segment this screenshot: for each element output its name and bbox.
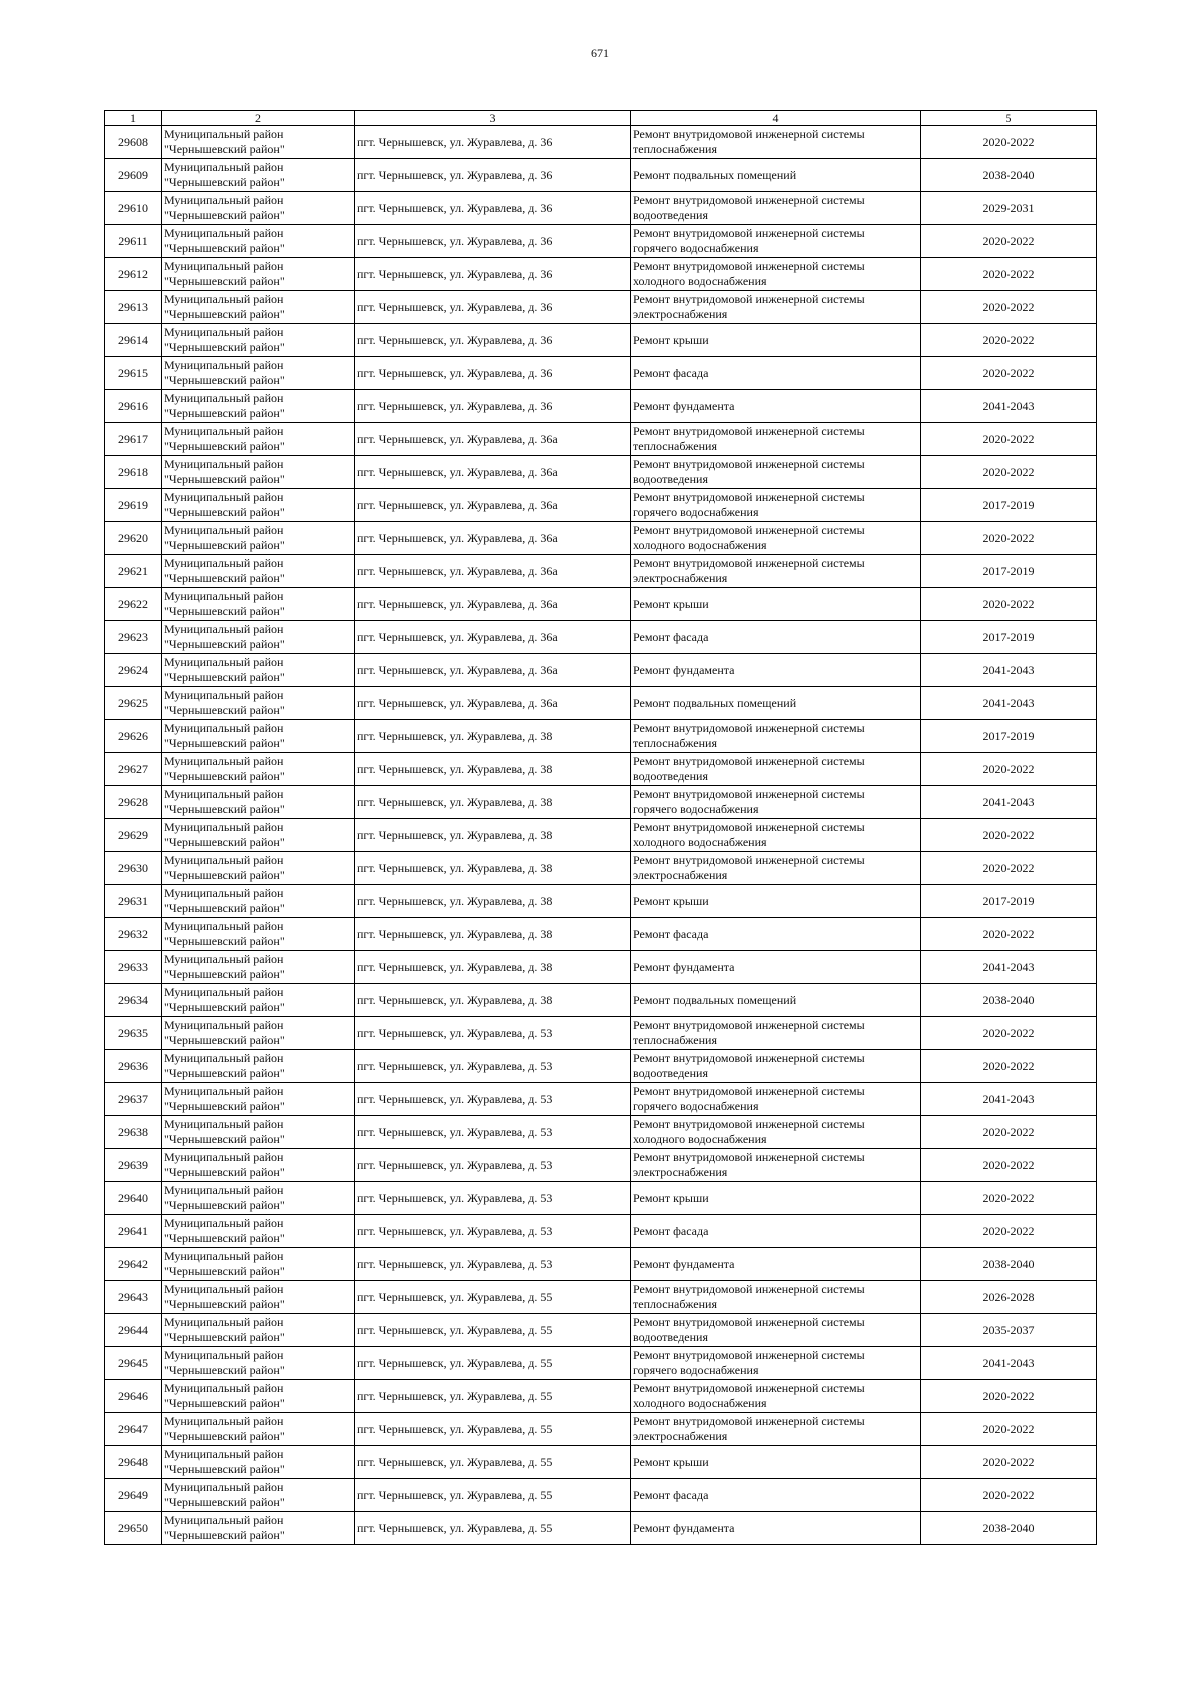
cell-work-type: Ремонт фасада bbox=[631, 621, 921, 654]
table-row bbox=[105, 918, 1097, 951]
cell-number: 29642 bbox=[105, 1248, 162, 1281]
cell-municipality: Муниципальный район "Чернышевский район" bbox=[162, 1281, 355, 1314]
cell-address: пгт. Чернышевск, ул. Журавлева, д. 55 bbox=[355, 1479, 631, 1512]
cell-work-type: Ремонт фундамента bbox=[631, 390, 921, 423]
cell-address: пгт. Чернышевск, ул. Журавлева, д. 55 bbox=[355, 1413, 631, 1446]
cell-number: 29634 bbox=[105, 984, 162, 1017]
cell-municipality: Муниципальный район "Чернышевский район" bbox=[162, 753, 355, 786]
table-row bbox=[105, 555, 1097, 588]
cell-municipality: Муниципальный район "Чернышевский район" bbox=[162, 1248, 355, 1281]
table-row bbox=[105, 1050, 1097, 1083]
cell-period: 2035-2037 bbox=[921, 1314, 1097, 1347]
cell-period: 2020-2022 bbox=[921, 1413, 1097, 1446]
cell-number: 29614 bbox=[105, 324, 162, 357]
cell-period: 2041-2043 bbox=[921, 654, 1097, 687]
cell-work-type: Ремонт подвальных помещений bbox=[631, 687, 921, 720]
cell-address: пгт. Чернышевск, ул. Журавлева, д. 36а bbox=[355, 687, 631, 720]
cell-number: 29613 bbox=[105, 291, 162, 324]
cell-municipality: Муниципальный район "Чернышевский район" bbox=[162, 357, 355, 390]
cell-municipality: Муниципальный район "Чернышевский район" bbox=[162, 1446, 355, 1479]
table-body bbox=[105, 126, 1097, 1545]
cell-work-type: Ремонт внутридомовой инженерной системы водоотведения bbox=[631, 456, 921, 489]
cell-number: 29622 bbox=[105, 588, 162, 621]
table-row bbox=[105, 1116, 1097, 1149]
cell-period: 2017-2019 bbox=[921, 885, 1097, 918]
cell-work-type: Ремонт внутридомовой инженерной системы горячего водоснабжения bbox=[631, 225, 921, 258]
table-row bbox=[105, 192, 1097, 225]
cell-number: 29627 bbox=[105, 753, 162, 786]
cell-address: пгт. Чернышевск, ул. Журавлева, д. 38 bbox=[355, 819, 631, 852]
cell-number: 29620 bbox=[105, 522, 162, 555]
cell-number: 29625 bbox=[105, 687, 162, 720]
cell-period: 2020-2022 bbox=[921, 423, 1097, 456]
cell-address: пгт. Чернышевск, ул. Журавлева, д. 55 bbox=[355, 1380, 631, 1413]
cell-municipality: Муниципальный район "Чернышевский район" bbox=[162, 621, 355, 654]
cell-period: 2020-2022 bbox=[921, 1149, 1097, 1182]
cell-period: 2029-2031 bbox=[921, 192, 1097, 225]
table-header bbox=[105, 111, 1097, 126]
cell-number: 29621 bbox=[105, 555, 162, 588]
table-row bbox=[105, 1380, 1097, 1413]
cell-period: 2020-2022 bbox=[921, 1479, 1097, 1512]
cell-work-type: Ремонт подвальных помещений bbox=[631, 984, 921, 1017]
cell-period: 2020-2022 bbox=[921, 357, 1097, 390]
cell-number: 29630 bbox=[105, 852, 162, 885]
cell-address: пгт. Чернышевск, ул. Журавлева, д. 53 bbox=[355, 1248, 631, 1281]
cell-address: пгт. Чернышевск, ул. Журавлева, д. 36 bbox=[355, 126, 631, 159]
table-row bbox=[105, 522, 1097, 555]
page-number: 671 bbox=[591, 46, 609, 60]
cell-number: 29635 bbox=[105, 1017, 162, 1050]
table-row bbox=[105, 1446, 1097, 1479]
cell-work-type: Ремонт внутридомовой инженерной системы горячего водоснабжения bbox=[631, 489, 921, 522]
cell-period: 2020-2022 bbox=[921, 225, 1097, 258]
cell-work-type: Ремонт внутридомовой инженерной системы электроснабжения bbox=[631, 291, 921, 324]
cell-period: 2041-2043 bbox=[921, 390, 1097, 423]
cell-number: 29608 bbox=[105, 126, 162, 159]
cell-address: пгт. Чернышевск, ул. Журавлева, д. 36а bbox=[355, 588, 631, 621]
cell-address: пгт. Чернышевск, ул. Журавлева, д. 55 bbox=[355, 1347, 631, 1380]
cell-municipality: Муниципальный район "Чернышевский район" bbox=[162, 324, 355, 357]
cell-number: 29647 bbox=[105, 1413, 162, 1446]
cell-municipality: Муниципальный район "Чернышевский район" bbox=[162, 918, 355, 951]
cell-number: 29648 bbox=[105, 1446, 162, 1479]
cell-work-type: Ремонт внутридомовой инженерной системы водоотведения bbox=[631, 1314, 921, 1347]
cell-number: 29646 bbox=[105, 1380, 162, 1413]
cell-number: 29623 bbox=[105, 621, 162, 654]
table-row bbox=[105, 720, 1097, 753]
cell-address: пгт. Чернышевск, ул. Журавлева, д. 36 bbox=[355, 390, 631, 423]
cell-address: пгт. Чернышевск, ул. Журавлева, д. 53 bbox=[355, 1083, 631, 1116]
cell-work-type: Ремонт внутридомовой инженерной системы холодного водоснабжения bbox=[631, 819, 921, 852]
table-row bbox=[105, 852, 1097, 885]
cell-work-type: Ремонт крыши bbox=[631, 1446, 921, 1479]
cell-number: 29618 bbox=[105, 456, 162, 489]
table-row bbox=[105, 324, 1097, 357]
cell-period: 2020-2022 bbox=[921, 1380, 1097, 1413]
cell-period: 2020-2022 bbox=[921, 126, 1097, 159]
cell-municipality: Муниципальный район "Чернышевский район" bbox=[162, 225, 355, 258]
cell-number: 29644 bbox=[105, 1314, 162, 1347]
cell-number: 29641 bbox=[105, 1215, 162, 1248]
cell-work-type: Ремонт внутридомовой инженерной системы холодного водоснабжения bbox=[631, 1116, 921, 1149]
cell-period: 2041-2043 bbox=[921, 1083, 1097, 1116]
cell-work-type: Ремонт внутридомовой инженерной системы электроснабжения bbox=[631, 1149, 921, 1182]
table-row bbox=[105, 1248, 1097, 1281]
cell-address: пгт. Чернышевск, ул. Журавлева, д. 53 bbox=[355, 1050, 631, 1083]
table-row bbox=[105, 390, 1097, 423]
table-row bbox=[105, 687, 1097, 720]
cell-municipality: Муниципальный район "Чернышевский район" bbox=[162, 1182, 355, 1215]
cell-work-type: Ремонт внутридомовой инженерной системы горячего водоснабжения bbox=[631, 786, 921, 819]
cell-address: пгт. Чернышевск, ул. Журавлева, д. 36а bbox=[355, 456, 631, 489]
cell-municipality: Муниципальный район "Чернышевский район" bbox=[162, 1116, 355, 1149]
table-row bbox=[105, 885, 1097, 918]
cell-address: пгт. Чернышевск, ул. Журавлева, д. 36а bbox=[355, 555, 631, 588]
cell-period: 2017-2019 bbox=[921, 720, 1097, 753]
cell-period: 2041-2043 bbox=[921, 786, 1097, 819]
table-row bbox=[105, 1083, 1097, 1116]
cell-number: 29645 bbox=[105, 1347, 162, 1380]
cell-address: пгт. Чернышевск, ул. Журавлева, д. 55 bbox=[355, 1281, 631, 1314]
cell-municipality: Муниципальный район "Чернышевский район" bbox=[162, 423, 355, 456]
cell-address: пгт. Чернышевск, ул. Журавлева, д. 55 bbox=[355, 1446, 631, 1479]
column-header-4: 4 bbox=[631, 111, 921, 126]
cell-period: 2017-2019 bbox=[921, 621, 1097, 654]
cell-municipality: Муниципальный район "Чернышевский район" bbox=[162, 786, 355, 819]
cell-work-type: Ремонт внутридомовой инженерной системы горячего водоснабжения bbox=[631, 1347, 921, 1380]
cell-address: пгт. Чернышевск, ул. Журавлева, д. 36а bbox=[355, 489, 631, 522]
cell-work-type: Ремонт внутридомовой инженерной системы холодного водоснабжения bbox=[631, 522, 921, 555]
cell-work-type: Ремонт внутридомовой инженерной системы водоотведения bbox=[631, 753, 921, 786]
table-row bbox=[105, 984, 1097, 1017]
cell-work-type: Ремонт внутридомовой инженерной системы теплоснабжения bbox=[631, 720, 921, 753]
cell-address: пгт. Чернышевск, ул. Журавлева, д. 38 bbox=[355, 951, 631, 984]
cell-municipality: Муниципальный район "Чернышевский район" bbox=[162, 720, 355, 753]
cell-number: 29632 bbox=[105, 918, 162, 951]
cell-number: 29628 bbox=[105, 786, 162, 819]
cell-work-type: Ремонт внутридомовой инженерной системы водоотведения bbox=[631, 1050, 921, 1083]
cell-address: пгт. Чернышевск, ул. Журавлева, д. 36 bbox=[355, 291, 631, 324]
cell-municipality: Муниципальный район "Чернышевский район" bbox=[162, 1215, 355, 1248]
table-row bbox=[105, 357, 1097, 390]
cell-work-type: Ремонт фасада bbox=[631, 1215, 921, 1248]
cell-number: 29611 bbox=[105, 225, 162, 258]
cell-municipality: Муниципальный район "Чернышевский район" bbox=[162, 819, 355, 852]
cell-municipality: Муниципальный район "Чернышевский район" bbox=[162, 258, 355, 291]
cell-work-type: Ремонт крыши bbox=[631, 885, 921, 918]
table-row bbox=[105, 1314, 1097, 1347]
table-row bbox=[105, 423, 1097, 456]
cell-address: пгт. Чернышевск, ул. Журавлева, д. 55 bbox=[355, 1314, 631, 1347]
cell-work-type: Ремонт внутридомовой инженерной системы теплоснабжения bbox=[631, 423, 921, 456]
cell-work-type: Ремонт внутридомовой инженерной системы холодного водоснабжения bbox=[631, 258, 921, 291]
cell-address: пгт. Чернышевск, ул. Журавлева, д. 53 bbox=[355, 1116, 631, 1149]
cell-period: 2041-2043 bbox=[921, 1347, 1097, 1380]
table-row bbox=[105, 621, 1097, 654]
cell-work-type: Ремонт подвальных помещений bbox=[631, 159, 921, 192]
cell-municipality: Муниципальный район "Чернышевский район" bbox=[162, 951, 355, 984]
cell-period: 2020-2022 bbox=[921, 918, 1097, 951]
cell-address: пгт. Чернышевск, ул. Журавлева, д. 36 bbox=[355, 192, 631, 225]
cell-work-type: Ремонт внутридомовой инженерной системы электроснабжения bbox=[631, 555, 921, 588]
column-header-1: 1 bbox=[105, 111, 162, 126]
cell-period: 2026-2028 bbox=[921, 1281, 1097, 1314]
cell-address: пгт. Чернышевск, ул. Журавлева, д. 53 bbox=[355, 1182, 631, 1215]
cell-municipality: Муниципальный район "Чернышевский район" bbox=[162, 588, 355, 621]
cell-period: 2020-2022 bbox=[921, 852, 1097, 885]
cell-work-type: Ремонт крыши bbox=[631, 588, 921, 621]
cell-address: пгт. Чернышевск, ул. Журавлева, д. 36а bbox=[355, 423, 631, 456]
cell-work-type: Ремонт внутридомовой инженерной системы теплоснабжения bbox=[631, 1017, 921, 1050]
cell-address: пгт. Чернышевск, ул. Журавлева, д. 36а bbox=[355, 522, 631, 555]
cell-work-type: Ремонт внутридомовой инженерной системы теплоснабжения bbox=[631, 1281, 921, 1314]
cell-address: пгт. Чернышевск, ул. Журавлева, д. 38 bbox=[355, 786, 631, 819]
cell-work-type: Ремонт фасада bbox=[631, 1479, 921, 1512]
cell-number: 29637 bbox=[105, 1083, 162, 1116]
cell-address: пгт. Чернышевск, ул. Журавлева, д. 55 bbox=[355, 1512, 631, 1545]
cell-number: 29609 bbox=[105, 159, 162, 192]
cell-number: 29636 bbox=[105, 1050, 162, 1083]
cell-period: 2020-2022 bbox=[921, 1050, 1097, 1083]
cell-number: 29649 bbox=[105, 1479, 162, 1512]
cell-number: 29639 bbox=[105, 1149, 162, 1182]
header-row bbox=[105, 111, 1097, 126]
cell-municipality: Муниципальный район "Чернышевский район" bbox=[162, 1413, 355, 1446]
cell-period: 2020-2022 bbox=[921, 258, 1097, 291]
table-row bbox=[105, 456, 1097, 489]
cell-number: 29619 bbox=[105, 489, 162, 522]
cell-address: пгт. Чернышевск, ул. Журавлева, д. 38 bbox=[355, 984, 631, 1017]
cell-address: пгт. Чернышевск, ул. Журавлева, д. 36 bbox=[355, 258, 631, 291]
cell-period: 2041-2043 bbox=[921, 951, 1097, 984]
cell-period: 2020-2022 bbox=[921, 588, 1097, 621]
cell-address: пгт. Чернышевск, ул. Журавлева, д. 36а bbox=[355, 621, 631, 654]
column-header-5: 5 bbox=[921, 111, 1097, 126]
cell-work-type: Ремонт внутридомовой инженерной системы электроснабжения bbox=[631, 852, 921, 885]
cell-number: 29631 bbox=[105, 885, 162, 918]
cell-period: 2020-2022 bbox=[921, 819, 1097, 852]
cell-address: пгт. Чернышевск, ул. Журавлева, д. 38 bbox=[355, 918, 631, 951]
table-row bbox=[105, 753, 1097, 786]
table-row bbox=[105, 1215, 1097, 1248]
cell-period: 2020-2022 bbox=[921, 324, 1097, 357]
cell-period: 2038-2040 bbox=[921, 1248, 1097, 1281]
cell-municipality: Муниципальный район "Чернышевский район" bbox=[162, 1017, 355, 1050]
cell-address: пгт. Чернышевск, ул. Журавлева, д. 38 bbox=[355, 852, 631, 885]
cell-municipality: Муниципальный район "Чернышевский район" bbox=[162, 522, 355, 555]
cell-address: пгт. Чернышевск, ул. Журавлева, д. 36 bbox=[355, 357, 631, 390]
cell-period: 2020-2022 bbox=[921, 456, 1097, 489]
cell-period: 2020-2022 bbox=[921, 1215, 1097, 1248]
cell-address: пгт. Чернышевск, ул. Журавлева, д. 53 bbox=[355, 1017, 631, 1050]
cell-municipality: Муниципальный район "Чернышевский район" bbox=[162, 489, 355, 522]
cell-period: 2038-2040 bbox=[921, 984, 1097, 1017]
table-row bbox=[105, 588, 1097, 621]
cell-work-type: Ремонт внутридомовой инженерной системы водоотведения bbox=[631, 192, 921, 225]
cell-municipality: Муниципальный район "Чернышевский район" bbox=[162, 885, 355, 918]
cell-municipality: Муниципальный район "Чернышевский район" bbox=[162, 456, 355, 489]
cell-address: пгт. Чернышевск, ул. Журавлева, д. 36 bbox=[355, 159, 631, 192]
table-row bbox=[105, 258, 1097, 291]
repair-schedule-table bbox=[104, 110, 1097, 1545]
table-row bbox=[105, 951, 1097, 984]
cell-work-type: Ремонт внутридомовой инженерной системы теплоснабжения bbox=[631, 126, 921, 159]
table-row bbox=[105, 1149, 1097, 1182]
cell-municipality: Муниципальный район "Чернышевский район" bbox=[162, 1512, 355, 1545]
cell-municipality: Муниципальный район "Чернышевский район" bbox=[162, 1083, 355, 1116]
table-row bbox=[105, 1281, 1097, 1314]
cell-address: пгт. Чернышевск, ул. Журавлева, д. 38 bbox=[355, 753, 631, 786]
cell-period: 2020-2022 bbox=[921, 753, 1097, 786]
cell-municipality: Муниципальный район "Чернышевский район" bbox=[162, 1314, 355, 1347]
cell-municipality: Муниципальный район "Чернышевский район" bbox=[162, 1050, 355, 1083]
cell-work-type: Ремонт фундамента bbox=[631, 654, 921, 687]
cell-municipality: Муниципальный район "Чернышевский район" bbox=[162, 852, 355, 885]
cell-number: 29640 bbox=[105, 1182, 162, 1215]
cell-period: 2017-2019 bbox=[921, 555, 1097, 588]
table-row bbox=[105, 159, 1097, 192]
cell-address: пгт. Чернышевск, ул. Журавлева, д. 36 bbox=[355, 324, 631, 357]
cell-number: 29610 bbox=[105, 192, 162, 225]
cell-number: 29624 bbox=[105, 654, 162, 687]
table-row bbox=[105, 1512, 1097, 1545]
cell-municipality: Муниципальный район "Чернышевский район" bbox=[162, 984, 355, 1017]
cell-address: пгт. Чернышевск, ул. Журавлева, д. 38 bbox=[355, 885, 631, 918]
table-row bbox=[105, 126, 1097, 159]
cell-address: пгт. Чернышевск, ул. Журавлева, д. 38 bbox=[355, 720, 631, 753]
cell-address: пгт. Чернышевск, ул. Журавлева, д. 53 bbox=[355, 1149, 631, 1182]
cell-number: 29650 bbox=[105, 1512, 162, 1545]
cell-number: 29629 bbox=[105, 819, 162, 852]
cell-work-type: Ремонт фасада bbox=[631, 918, 921, 951]
table-row bbox=[105, 291, 1097, 324]
cell-address: пгт. Чернышевск, ул. Журавлева, д. 36а bbox=[355, 654, 631, 687]
cell-number: 29612 bbox=[105, 258, 162, 291]
cell-period: 2020-2022 bbox=[921, 522, 1097, 555]
cell-municipality: Муниципальный район "Чернышевский район" bbox=[162, 126, 355, 159]
cell-municipality: Муниципальный район "Чернышевский район" bbox=[162, 654, 355, 687]
cell-number: 29615 bbox=[105, 357, 162, 390]
table-row bbox=[105, 1182, 1097, 1215]
cell-number: 29643 bbox=[105, 1281, 162, 1314]
cell-work-type: Ремонт внутридомовой инженерной системы электроснабжения bbox=[631, 1413, 921, 1446]
table-row bbox=[105, 819, 1097, 852]
cell-municipality: Муниципальный район "Чернышевский район" bbox=[162, 192, 355, 225]
cell-municipality: Муниципальный район "Чернышевский район" bbox=[162, 687, 355, 720]
cell-work-type: Ремонт внутридомовой инженерной системы холодного водоснабжения bbox=[631, 1380, 921, 1413]
cell-work-type: Ремонт крыши bbox=[631, 324, 921, 357]
table-row bbox=[105, 1413, 1097, 1446]
cell-municipality: Муниципальный район "Чернышевский район" bbox=[162, 1347, 355, 1380]
cell-period: 2020-2022 bbox=[921, 291, 1097, 324]
cell-period: 2041-2043 bbox=[921, 687, 1097, 720]
cell-address: пгт. Чернышевск, ул. Журавлева, д. 36 bbox=[355, 225, 631, 258]
cell-period: 2020-2022 bbox=[921, 1017, 1097, 1050]
cell-work-type: Ремонт крыши bbox=[631, 1182, 921, 1215]
cell-municipality: Муниципальный район "Чернышевский район" bbox=[162, 555, 355, 588]
cell-municipality: Муниципальный район "Чернышевский район" bbox=[162, 159, 355, 192]
table-row bbox=[105, 1347, 1097, 1380]
cell-number: 29626 bbox=[105, 720, 162, 753]
cell-period: 2020-2022 bbox=[921, 1182, 1097, 1215]
column-header-2: 2 bbox=[162, 111, 355, 126]
cell-work-type: Ремонт фундамента bbox=[631, 1248, 921, 1281]
cell-work-type: Ремонт внутридомовой инженерной системы горячего водоснабжения bbox=[631, 1083, 921, 1116]
table-row bbox=[105, 1479, 1097, 1512]
column-header-3: 3 bbox=[355, 111, 631, 126]
table-row bbox=[105, 786, 1097, 819]
cell-work-type: Ремонт фасада bbox=[631, 357, 921, 390]
cell-address: пгт. Чернышевск, ул. Журавлева, д. 53 bbox=[355, 1215, 631, 1248]
cell-period: 2020-2022 bbox=[921, 1116, 1097, 1149]
cell-work-type: Ремонт фундамента bbox=[631, 1512, 921, 1545]
cell-work-type: Ремонт фундамента bbox=[631, 951, 921, 984]
table-row bbox=[105, 489, 1097, 522]
cell-period: 2038-2040 bbox=[921, 1512, 1097, 1545]
cell-municipality: Муниципальный район "Чернышевский район" bbox=[162, 1380, 355, 1413]
cell-period: 2020-2022 bbox=[921, 1446, 1097, 1479]
cell-period: 2038-2040 bbox=[921, 159, 1097, 192]
cell-period: 2017-2019 bbox=[921, 489, 1097, 522]
cell-number: 29616 bbox=[105, 390, 162, 423]
cell-municipality: Муниципальный район "Чернышевский район" bbox=[162, 1149, 355, 1182]
cell-number: 29617 bbox=[105, 423, 162, 456]
table-row bbox=[105, 1017, 1097, 1050]
cell-number: 29638 bbox=[105, 1116, 162, 1149]
table-row bbox=[105, 225, 1097, 258]
cell-municipality: Муниципальный район "Чернышевский район" bbox=[162, 1479, 355, 1512]
cell-municipality: Муниципальный район "Чернышевский район" bbox=[162, 291, 355, 324]
cell-municipality: Муниципальный район "Чернышевский район" bbox=[162, 390, 355, 423]
cell-number: 29633 bbox=[105, 951, 162, 984]
table-row bbox=[105, 654, 1097, 687]
